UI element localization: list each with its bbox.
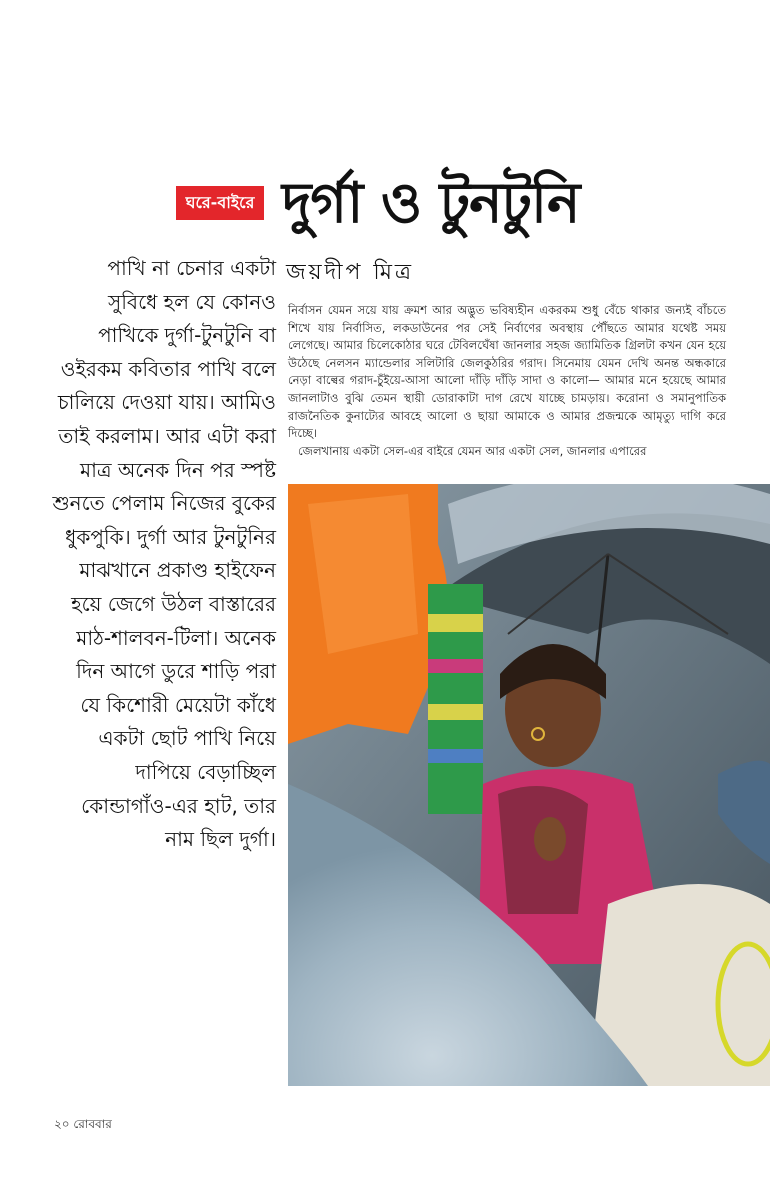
article-photo [288, 484, 770, 1086]
headline: দুর্গা ও টুনটুনি [282, 171, 580, 236]
article-body [288, 302, 726, 460]
pull-quote-text: পাখি না চেনার একটা সুবিধে হল যে কোনও পাখিকে দুর্গা-টুনটুনি বা ওইরকম কবিতার পাখি বলে চালিয়ে দেওয়া যায়। আমিও তাই করলাম। আর এটা করা মাত্র অনেক দিন পর স্পষ্ট শুনতে পেলাম নিজের বুকের ধুকপুকি। দুর্গা আর টুনটুনির মাঝখানে প্রকাণ্ড হাইফেন হয়ে জেগে উঠল বাস্তারের মাঠ-শালবন-টিলা। অনেক দিন আগে ডুরে শাড়ি পরা যে কিশোরী মেয়েটা কাঁধে একটা ছোট পাখি নিয়ে দাপিয়ে বেড়াচ্ছিল কোন্ডাগাঁও-এর হাট, তার নাম ছিল দুর্গা। [52, 256, 276, 852]
section-tag: ঘরে-বাইরে [176, 186, 264, 220]
body-paragraph: নির্বাসন যেমন সয়ে যায় ক্রমশ আর অদ্ভুত ভবিষ্যহীন একরকম শুধু বেঁচে থাকার জন্যই বাঁচতে শিখে যায় নির্বাসিত, লকডাউনের পর সেই নির্বাণের অবস্থায় পৌঁছতে আমার যথেষ্ট সময় লেগেছে। আমার চিলেকোঠার ঘরে টেবিলঘেঁষা জানলার সহজ জ্যামিতিক গ্রিলটা কখন যেন হয়ে উঠেছে নেলসন ম্যান্ডেলার সলিটারি জেলকুঠরির গরাদ। সিনেমায় যেমন দেখি অনন্ত অন্ধকারে নেড়া বাল্বের গরাদ-চুঁইয়ে-আসা আলো দাঁড়ি দাঁড়ি সাদা ও কালো— আমার মনে হয়েছে আমার জানলাটাও বুঝি তেমন স্থায়ী ডোরাকাটা দাগ রেখে যাচ্ছে চামড়ায়। করোনা ও সমানুপাতিক রাজনৈতিক কুনাট্যের আবহে আলো ও ছায়া আমাকে ও আমার প্রজন্মকে আমৃত্যু দাগি করে দিচ্ছে। [288, 303, 726, 441]
author-byline: জয়দীপ মিত্র [286, 260, 415, 285]
pull-quote [52, 252, 276, 857]
page-footer: ২০ রোববার [54, 1117, 112, 1131]
photo-illustration [288, 484, 770, 1086]
body-paragraph: জেলখানায় একটা সেল-এর বাইরে যেমন আর একটা সেল, জানলার এপারের [298, 443, 647, 458]
